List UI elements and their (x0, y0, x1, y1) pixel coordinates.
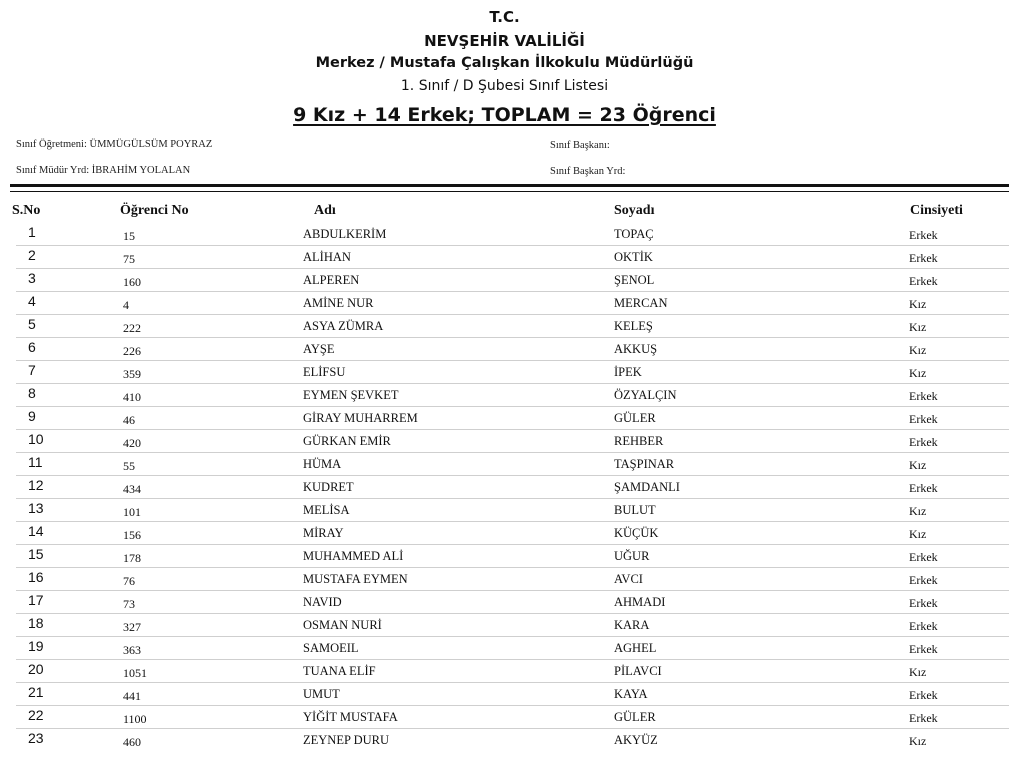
student-first-name: SAMOEIL (303, 641, 359, 655)
student-number: 441 (123, 689, 141, 703)
table-row (16, 246, 1009, 269)
student-first-name: HÜMA (303, 457, 342, 471)
row-number: 2 (28, 247, 36, 263)
student-number: 1100 (123, 712, 147, 726)
student-gender: Kız (909, 504, 927, 518)
student-first-name: NAVID (303, 595, 342, 609)
row-number: 15 (28, 546, 44, 562)
header-class-list: 1. Sınıf / D Şubesi Sınıf Listesi (400, 78, 609, 94)
student-number: 101 (123, 505, 141, 519)
student-gender: Kız (909, 734, 927, 748)
student-first-name: ABDULKERİM (303, 227, 387, 241)
student-gender: Erkek (909, 228, 938, 242)
student-last-name: TAŞPINAR (614, 457, 675, 471)
student-last-name: KAYA (614, 687, 648, 701)
header-divider-thick (10, 184, 1009, 187)
student-first-name: EYMEN ŞEVKET (303, 388, 399, 402)
vice-principal-label: Sınıf Müdür Yrd: İBRAHİM YOLALAN (16, 165, 191, 176)
student-last-name: ŞENOL (614, 273, 655, 287)
student-last-name: AGHEL (614, 641, 657, 655)
table-row (16, 568, 1009, 591)
student-last-name: MERCAN (614, 296, 668, 310)
student-number: 460 (123, 735, 141, 749)
student-number: 222 (123, 321, 141, 335)
student-last-name: GÜLER (614, 411, 656, 425)
row-number: 5 (28, 316, 36, 332)
column-header-name: Adı (314, 203, 336, 218)
row-number: 10 (28, 431, 44, 447)
column-header-surname: Soyadı (614, 203, 655, 218)
row-number: 18 (28, 615, 44, 631)
student-gender: Kız (909, 366, 927, 380)
student-number: 46 (123, 413, 135, 427)
column-header-gender: Cinsiyeti (910, 203, 963, 218)
row-number: 22 (28, 707, 44, 723)
student-gender: Erkek (909, 596, 938, 610)
row-number: 20 (28, 661, 44, 677)
table-row (16, 384, 1009, 407)
student-number: 73 (123, 597, 135, 611)
student-gender: Erkek (909, 688, 938, 702)
student-first-name: GİRAY MUHARREM (303, 411, 418, 425)
row-number: 4 (28, 293, 36, 309)
row-number: 17 (28, 592, 44, 608)
student-number: 75 (123, 252, 135, 266)
row-number: 9 (28, 408, 36, 424)
teacher-label: Sınıf Öğretmeni: ÜMMÜGÜLSÜM POYRAZ (16, 139, 213, 150)
student-number: 327 (123, 620, 141, 634)
student-number: 226 (123, 344, 141, 358)
student-gender: Erkek (909, 412, 938, 426)
student-last-name: AHMADI (614, 595, 666, 609)
row-number: 8 (28, 385, 36, 401)
student-first-name: KUDRET (303, 480, 354, 494)
student-number: 410 (123, 390, 141, 404)
table-row (16, 729, 1009, 752)
student-first-name: AYŞE (303, 342, 335, 356)
student-first-name: GÜRKAN EMİR (303, 434, 391, 448)
table-row (16, 637, 1009, 660)
student-first-name: ELİFSU (303, 365, 346, 379)
student-number: 1051 (123, 666, 147, 680)
student-first-name: ZEYNEP DURU (303, 733, 389, 747)
student-number: 76 (123, 574, 135, 588)
student-first-name: ALPEREN (303, 273, 360, 287)
table-row (16, 706, 1009, 729)
table-row (16, 499, 1009, 522)
table-row (16, 223, 1009, 246)
row-number: 21 (28, 684, 44, 700)
student-number: 359 (123, 367, 141, 381)
class-vice-president-label: Sınıf Başkan Yrd: (550, 166, 626, 177)
student-first-name: UMUT (303, 687, 340, 701)
student-last-name: REHBER (614, 434, 664, 448)
table-row (16, 545, 1009, 568)
student-last-name: ÖZYALÇIN (614, 388, 677, 402)
student-gender: Erkek (909, 274, 938, 288)
row-number: 16 (28, 569, 44, 585)
student-last-name: TOPAÇ (614, 227, 654, 241)
class-president-label: Sınıf Başkanı: (550, 140, 610, 151)
table-row (16, 338, 1009, 361)
student-last-name: OKTİK (614, 250, 653, 264)
student-gender: Kız (909, 458, 927, 472)
row-number: 6 (28, 339, 36, 355)
row-number: 1 (28, 224, 36, 240)
student-last-name: İPEK (614, 365, 642, 379)
student-gender: Erkek (909, 251, 938, 265)
student-last-name: AVCI (614, 572, 643, 586)
student-gender: Erkek (909, 435, 938, 449)
student-last-name: PİLAVCI (614, 664, 662, 678)
header-tc: T.C. (489, 8, 520, 26)
header-divider-thin (10, 191, 1009, 192)
student-number: 434 (123, 482, 141, 496)
student-gender: Erkek (909, 389, 938, 403)
student-number: 55 (123, 459, 135, 473)
student-last-name: ŞAMDANLI (614, 480, 680, 494)
row-number: 19 (28, 638, 44, 654)
student-first-name: AMİNE NUR (303, 296, 374, 310)
table-row (16, 269, 1009, 292)
row-number: 23 (28, 730, 44, 746)
row-number: 11 (28, 454, 43, 470)
student-gender: Erkek (909, 619, 938, 633)
table-row (16, 453, 1009, 476)
table-row (16, 476, 1009, 499)
student-first-name: MUSTAFA EYMEN (303, 572, 408, 586)
table-row (16, 315, 1009, 338)
student-number: 420 (123, 436, 141, 450)
student-number: 178 (123, 551, 141, 565)
table-row (16, 292, 1009, 315)
column-header-sno: S.No (12, 203, 41, 218)
student-first-name: ALİHAN (303, 250, 351, 264)
student-last-name: KÜÇÜK (614, 526, 659, 540)
student-last-name: GÜLER (614, 710, 656, 724)
student-gender: Kız (909, 343, 927, 357)
student-gender: Kız (909, 297, 927, 311)
row-number: 3 (28, 270, 36, 286)
student-number: 15 (123, 229, 135, 243)
student-gender: Kız (909, 665, 927, 679)
header-school: Merkez / Mustafa Çalışkan İlkokulu Müdürlüğü (315, 55, 694, 71)
student-last-name: UĞUR (614, 549, 650, 563)
table-row (16, 430, 1009, 453)
student-last-name: KARA (614, 618, 650, 632)
student-gender: Erkek (909, 481, 938, 495)
table-row (16, 660, 1009, 683)
table-row (16, 683, 1009, 706)
table-row (16, 407, 1009, 430)
column-header-student-no: Öğrenci No (120, 203, 189, 218)
table-row (16, 522, 1009, 545)
student-first-name: YİĞİT MUSTAFA (303, 710, 398, 724)
student-first-name: OSMAN NURİ (303, 618, 382, 632)
student-last-name: AKKUŞ (614, 342, 658, 356)
student-number: 363 (123, 643, 141, 657)
student-gender: Kız (909, 527, 927, 541)
student-gender: Kız (909, 320, 927, 334)
student-gender: Erkek (909, 550, 938, 564)
summary-text: 9 Kız + 14 Erkek; TOPLAM = 23 Öğrenci (293, 104, 716, 126)
row-number: 12 (28, 477, 44, 493)
student-first-name: MELİSA (303, 503, 350, 517)
table-row (16, 614, 1009, 637)
student-first-name: MİRAY (303, 526, 344, 540)
student-first-name: TUANA ELİF (303, 664, 376, 678)
student-number: 156 (123, 528, 141, 542)
student-first-name: ASYA ZÜMRA (303, 319, 384, 333)
student-last-name: BULUT (614, 503, 656, 517)
student-last-name: AKYÜZ (614, 733, 658, 747)
row-number: 7 (28, 362, 36, 378)
student-gender: Erkek (909, 642, 938, 656)
student-number: 160 (123, 275, 141, 289)
row-number: 14 (28, 523, 44, 539)
row-number: 13 (28, 500, 44, 516)
student-table-body (0, 223, 1009, 752)
header-summary (0, 104, 1009, 126)
student-last-name: KELEŞ (614, 319, 653, 333)
student-first-name: MUHAMMED ALİ (303, 549, 404, 563)
table-row (16, 361, 1009, 384)
header-governorship: NEVŞEHİR VALİLİĞİ (424, 32, 585, 50)
student-gender: Erkek (909, 573, 938, 587)
table-row (16, 591, 1009, 614)
student-number: 4 (123, 298, 129, 312)
student-gender: Erkek (909, 711, 938, 725)
